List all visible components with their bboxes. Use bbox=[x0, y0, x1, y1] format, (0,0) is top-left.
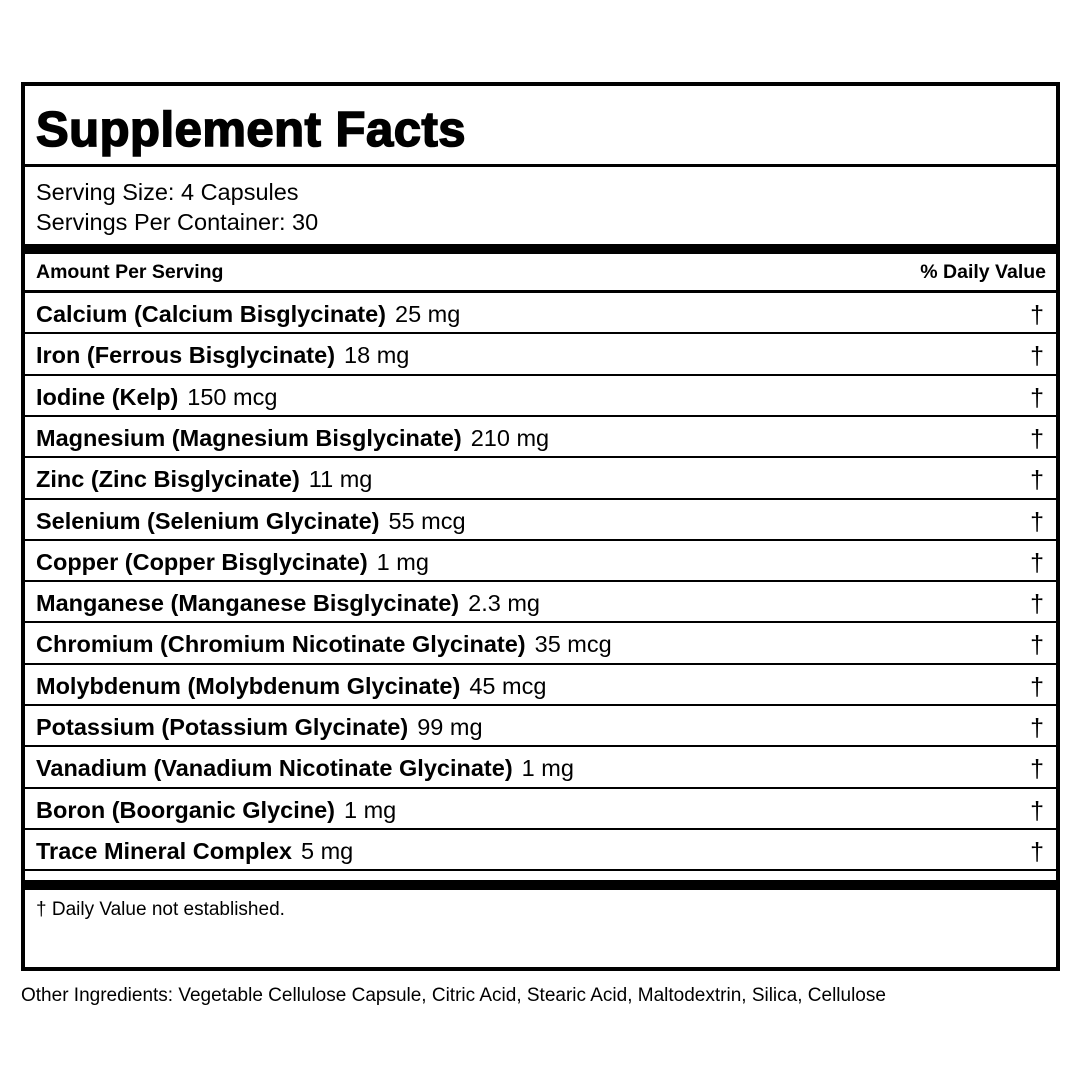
nutrient-text bbox=[36, 384, 277, 411]
nutrient-row bbox=[25, 293, 1056, 332]
daily-value-dagger: † bbox=[1030, 631, 1044, 660]
supplement-facts-panel bbox=[21, 82, 1060, 971]
nutrient-name: Chromium (Chromium Nicotinate Glycinate) bbox=[36, 631, 526, 658]
nutrient-row bbox=[25, 582, 1056, 621]
nutrient-amount: 5 mg bbox=[301, 837, 354, 864]
nutrient-amount: 210 mg bbox=[470, 424, 550, 451]
nutrient-name: Manganese (Manganese Bisglycinate) bbox=[36, 590, 460, 617]
nutrient-name: Selenium (Selenium Glycinate) bbox=[36, 507, 380, 534]
daily-value-dagger: † bbox=[1030, 424, 1044, 453]
daily-value-header: % Daily Value bbox=[920, 261, 1046, 283]
daily-value-dagger: † bbox=[1030, 342, 1044, 371]
nutrient-text bbox=[36, 466, 372, 493]
nutrient-amount: 18 mg bbox=[344, 342, 410, 369]
nutrient-text bbox=[36, 714, 483, 741]
serving-size: Serving Size: 4 Capsules bbox=[36, 179, 299, 205]
nutrient-name: Calcium (Calcium Bisglycinate) bbox=[36, 301, 386, 327]
daily-value-dagger: † bbox=[1030, 466, 1044, 495]
row-divider bbox=[25, 869, 1056, 871]
nutrient-row bbox=[25, 500, 1056, 539]
nutrient-amount: 99 mg bbox=[417, 714, 483, 740]
nutrient-row bbox=[25, 541, 1056, 580]
nutrient-amount: 11 mg bbox=[308, 466, 373, 493]
nutrient-amount: 1 mg bbox=[344, 796, 397, 823]
nutrient-text bbox=[36, 755, 574, 782]
nutrient-amount: 35 mcg bbox=[534, 631, 612, 658]
nutrient-row bbox=[25, 747, 1056, 786]
nutrient-text bbox=[36, 425, 549, 452]
daily-value-dagger: † bbox=[1030, 507, 1044, 536]
nutrient-name: Iodine (Kelp) bbox=[36, 383, 179, 410]
nutrient-name: Zinc (Zinc Bisglycinate) bbox=[36, 466, 300, 493]
nutrient-name: Potassium (Potassium Glycinate) bbox=[36, 714, 409, 740]
title-divider bbox=[25, 164, 1056, 167]
footnote: † Daily Value not established. bbox=[36, 899, 285, 920]
nutrient-text bbox=[36, 838, 353, 865]
nutrient-row bbox=[25, 665, 1056, 704]
nutrient-name: Vanadium (Vanadium Nicotinate Glycinate) bbox=[36, 755, 513, 782]
nutrient-row bbox=[25, 376, 1056, 415]
nutrient-name: Copper (Copper Bisglycinate) bbox=[36, 548, 368, 575]
nutrient-text bbox=[36, 590, 540, 617]
nutrient-name: Iron (Ferrous Bisglycinate) bbox=[36, 342, 336, 369]
daily-value-dagger: † bbox=[1030, 590, 1044, 619]
nutrient-text bbox=[36, 508, 466, 535]
nutrient-amount: 150 mcg bbox=[187, 383, 278, 410]
nutrient-row bbox=[25, 458, 1056, 497]
nutrient-name: Boron (Boorganic Glycine) bbox=[36, 796, 335, 823]
daily-value-dagger: † bbox=[1030, 301, 1044, 329]
daily-value-dagger: † bbox=[1030, 796, 1044, 825]
nutrient-amount: 45 mcg bbox=[469, 672, 547, 699]
nutrient-name: Molybdenum (Molybdenum Glycinate) bbox=[36, 672, 461, 699]
nutrient-text bbox=[36, 631, 612, 658]
nutrient-row bbox=[25, 334, 1056, 373]
nutrient-text bbox=[36, 797, 396, 824]
daily-value-dagger: † bbox=[1030, 837, 1044, 866]
daily-value-dagger: † bbox=[1030, 383, 1044, 412]
nutrient-row bbox=[25, 623, 1056, 662]
nutrient-amount: 2.3 mg bbox=[468, 590, 540, 617]
servings-per-container: Servings Per Container: 30 bbox=[36, 209, 319, 235]
nutrient-text bbox=[36, 549, 429, 576]
other-ingredients: Other Ingredients: Vegetable Cellulose Capsule, Citric Acid, Stearic Acid, Maltodextrin, Silica, Cellulose bbox=[21, 985, 886, 1006]
nutrient-amount: 25 mg bbox=[395, 301, 461, 327]
nutrient-amount: 1 mg bbox=[521, 755, 574, 782]
nutrient-name: Trace Mineral Complex bbox=[36, 837, 292, 864]
nutrient-text bbox=[36, 342, 409, 369]
nutrient-amount: 55 mcg bbox=[388, 507, 466, 534]
nutrient-name: Magnesium (Magnesium Bisglycinate) bbox=[36, 424, 462, 451]
nutrient-text bbox=[36, 673, 546, 700]
daily-value-dagger: † bbox=[1030, 755, 1044, 784]
nutrient-row bbox=[25, 706, 1056, 745]
nutrient-row bbox=[25, 789, 1056, 828]
nutrient-text bbox=[36, 301, 460, 328]
daily-value-dagger: † bbox=[1030, 548, 1044, 577]
nutrient-amount: 1 mg bbox=[376, 548, 429, 575]
nutrient-row bbox=[25, 830, 1056, 869]
panel-title: Supplement Facts bbox=[36, 103, 467, 157]
thick-divider-top bbox=[25, 244, 1056, 254]
nutrient-row bbox=[25, 417, 1056, 456]
daily-value-dagger: † bbox=[1030, 672, 1044, 701]
thick-divider-bottom bbox=[25, 880, 1056, 890]
amount-per-serving-header: Amount Per Serving bbox=[36, 261, 224, 283]
daily-value-dagger: † bbox=[1030, 714, 1044, 742]
